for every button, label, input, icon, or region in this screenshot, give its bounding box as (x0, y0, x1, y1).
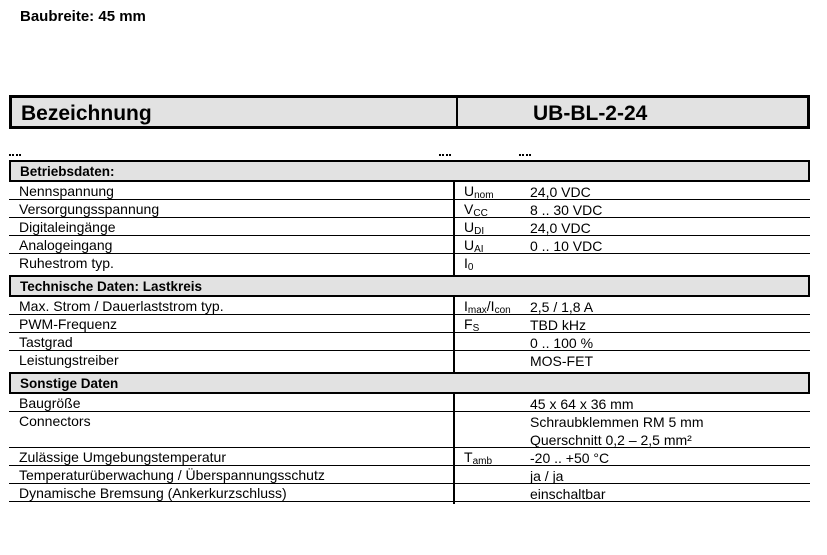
parameter-value (530, 201, 602, 219)
section-header-sonstige-daten (9, 372, 810, 394)
column-divider (453, 394, 455, 504)
parameter-name: Dynamische Bremsung (Ankerkurzschluss) (19, 485, 287, 501)
symbol-subscript: nom (474, 190, 494, 201)
parameter-value (530, 237, 602, 255)
value-line: 45 x 64 x 36 mm (530, 396, 634, 412)
value-line: MOS-FET (530, 353, 593, 369)
symbol-subscript: 0 (467, 262, 474, 273)
table-row (9, 315, 810, 333)
symbol-letter: I (464, 255, 468, 271)
parameter-symbol (464, 316, 479, 334)
value-line: -20 .. +50 °C (530, 450, 610, 466)
parameter-value (530, 316, 586, 334)
symbol-subscript: max (467, 305, 487, 316)
parameter-name: Baugröße (19, 395, 81, 411)
table-row (9, 182, 810, 200)
value-line: 8 .. 30 VDC (530, 202, 603, 218)
parameter-name: Ruhestrom typ. (19, 255, 114, 271)
designation-label: Bezeichnung (21, 102, 152, 125)
symbol-letter: /I (486, 298, 495, 314)
value-line: 2,5 / 1,8 A (530, 299, 594, 315)
parameter-value (530, 334, 593, 352)
parameter-value (530, 298, 593, 316)
table-row (9, 200, 810, 218)
parameter-value (530, 449, 609, 467)
parameter-name: Zulässige Umgebungstemperatur (19, 449, 226, 465)
parameter-symbol (464, 183, 494, 201)
table-row (9, 333, 810, 351)
column-divider (453, 182, 455, 275)
symbol-letter: T (464, 449, 473, 465)
section-header-betriebsdaten (9, 160, 810, 182)
symbol-letter: U (464, 237, 475, 253)
designation-value: UB-BL-2-24 (533, 102, 648, 125)
parameter-value (530, 352, 593, 370)
section-title: Betriebsdaten: (20, 164, 115, 179)
table-row (9, 412, 810, 448)
parameter-value (530, 485, 606, 503)
symbol-subscript: con (494, 305, 511, 316)
symbol-letter: I (464, 298, 468, 314)
parameter-name: PWM-Frequenz (19, 316, 118, 332)
parameter-name: Analogeingang (19, 237, 113, 253)
value-line: 0 .. 100 % (530, 335, 594, 351)
parameter-name: Tastgrad (19, 334, 73, 350)
column-divider (453, 297, 455, 372)
symbol-subscript: DI (474, 226, 485, 237)
parameter-value (530, 413, 704, 449)
table-row (9, 351, 810, 369)
value-line: Schraubklemmen RM 5 mm (530, 414, 704, 430)
table-row (9, 297, 810, 315)
symbol-subscript: amb (472, 456, 493, 467)
table-row (9, 466, 810, 484)
table-row (9, 236, 810, 254)
parameter-value (530, 467, 563, 485)
table-row (9, 254, 810, 272)
value-line: ja / ja (530, 468, 564, 484)
value-line: 0 .. 10 VDC (530, 238, 603, 254)
parameter-value (530, 183, 591, 201)
symbol-letter: U (464, 219, 475, 235)
parameter-name: Connectors (19, 413, 91, 429)
value-line: 24,0 VDC (530, 220, 591, 236)
table-row (9, 484, 810, 502)
symbol-subscript: S (472, 323, 480, 334)
section-title: Technische Daten: Lastkreis (20, 279, 203, 294)
parameter-symbol (464, 219, 484, 237)
parameter-name: Nennspannung (19, 183, 114, 199)
table-row (9, 448, 810, 466)
parameter-name: Max. Strom / Dauerlaststrom typ. (19, 298, 224, 314)
section-header-technische-daten (9, 275, 810, 297)
parameter-value (530, 395, 634, 413)
parameter-value (530, 219, 591, 237)
parameter-symbol (464, 298, 511, 316)
parameter-name: Digitaleingänge (19, 219, 116, 235)
parameter-name: Versorgungsspannung (19, 201, 160, 217)
symbol-letter: V (464, 201, 474, 217)
parameter-name: Temperaturüberwachung / Überspannungsschutz (19, 467, 325, 483)
symbol-subscript: AI (474, 244, 484, 255)
page-heading: Baubreite: 45 mm (20, 8, 146, 25)
parameter-symbol (464, 449, 492, 467)
value-line: 24,0 VDC (530, 184, 591, 200)
table-row (9, 218, 810, 236)
parameter-symbol (464, 237, 484, 255)
value-line: Querschnitt 0,2 – 2,5 mm² (530, 432, 692, 448)
symbol-subscript: CC (473, 208, 488, 219)
parameter-symbol (464, 255, 473, 273)
value-line: einschaltbar (530, 486, 606, 502)
symbol-letter: F (464, 316, 473, 332)
value-line: TBD kHz (530, 317, 586, 333)
parameter-name: Leistungstreiber (19, 352, 119, 368)
section-title: Sonstige Daten (20, 376, 119, 391)
symbol-letter: U (464, 183, 475, 199)
table-row (9, 394, 810, 412)
column-divider (456, 95, 458, 129)
designation-bar (9, 95, 810, 129)
parameter-symbol (464, 201, 488, 219)
